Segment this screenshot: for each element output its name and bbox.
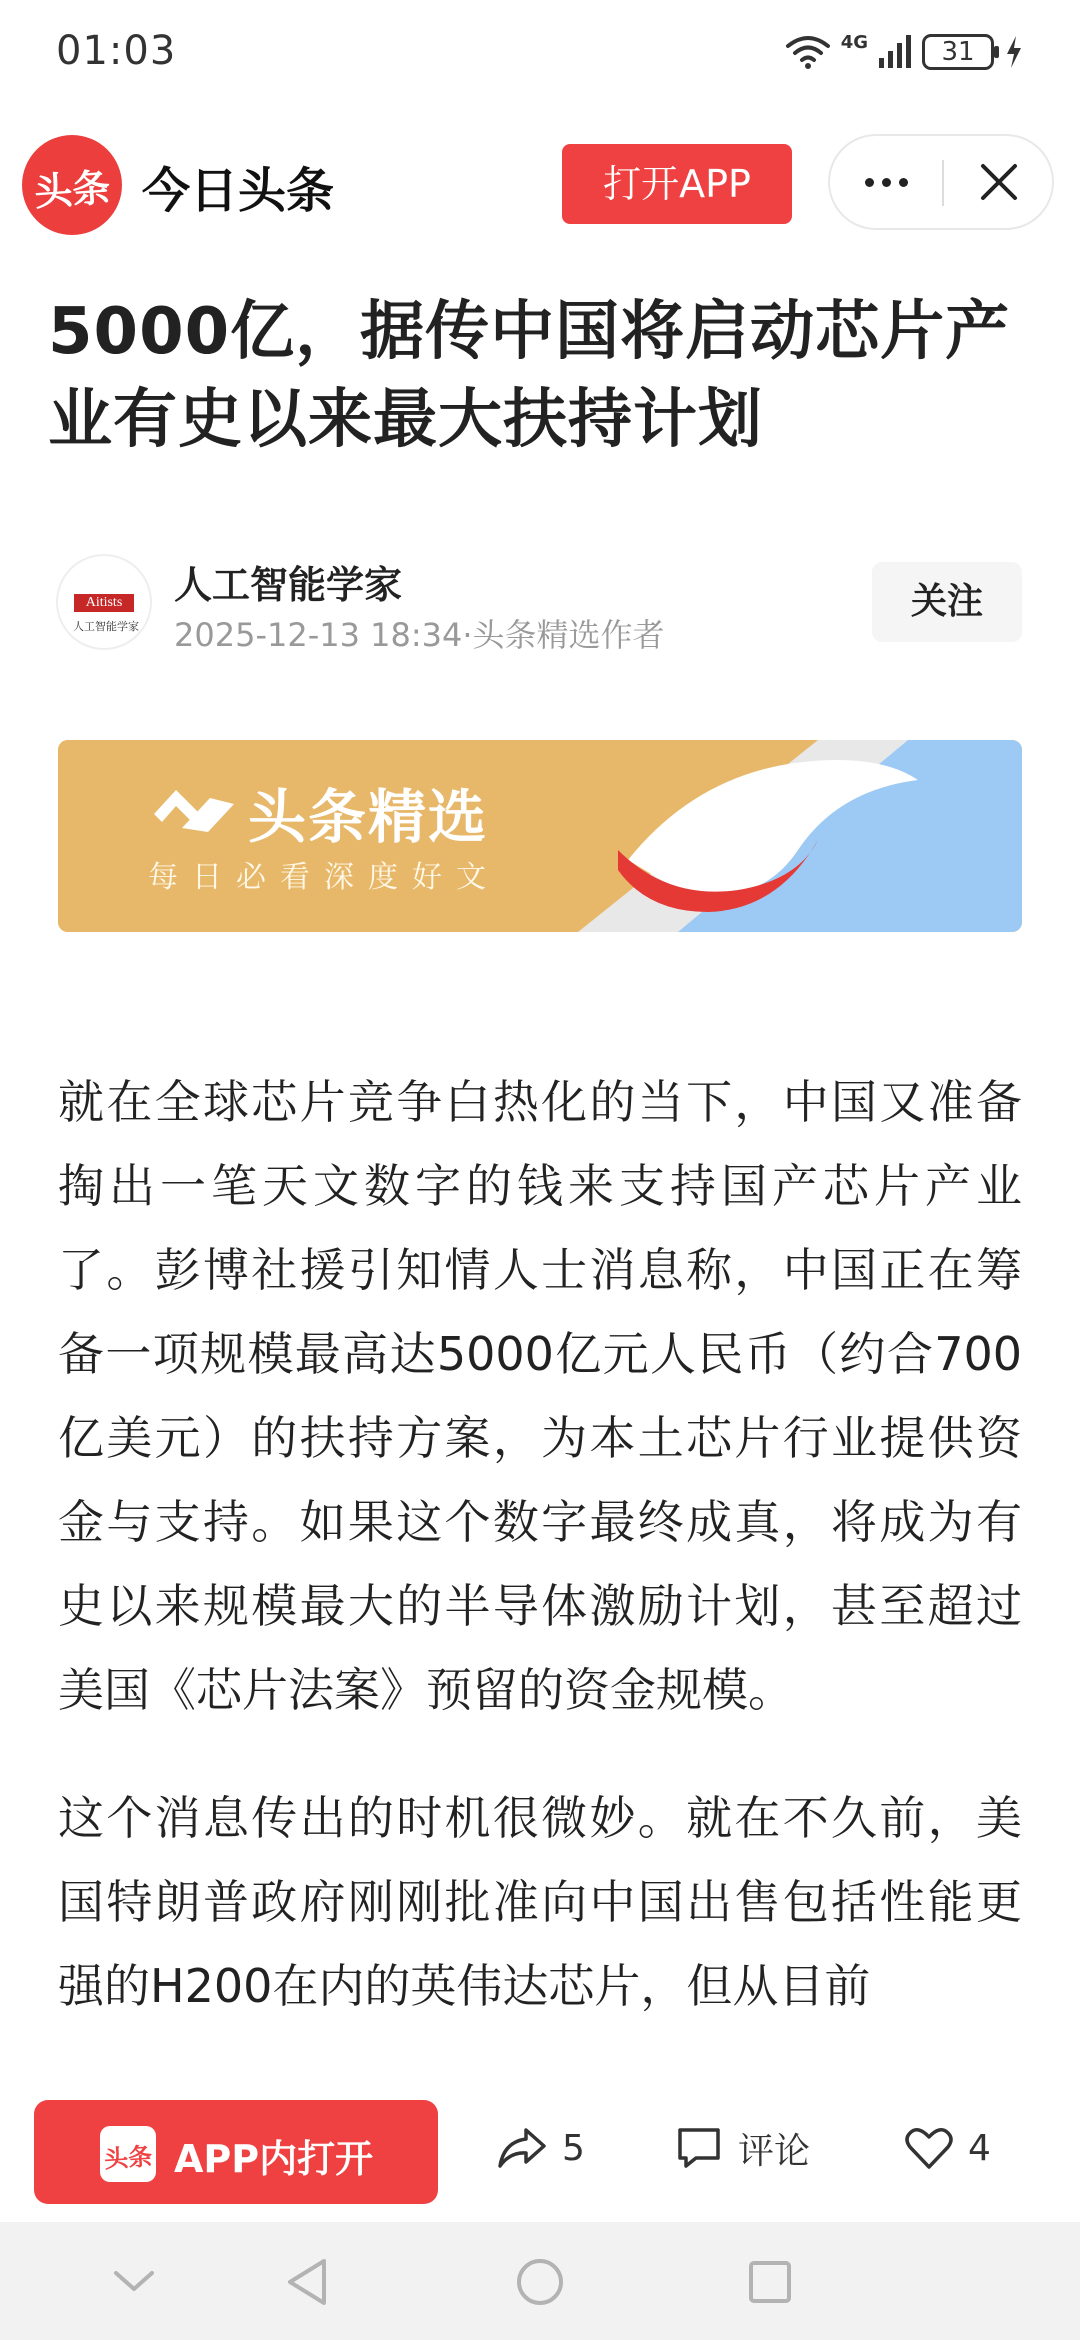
comment-label: 评论 [738, 2130, 811, 2172]
comment-button[interactable] [674, 2118, 810, 2178]
app-header [0, 120, 1080, 250]
close-button[interactable] [944, 136, 1054, 228]
article-body [58, 1060, 1022, 2088]
status-icons [785, 30, 1024, 74]
small-logo-text: 头条 [103, 2142, 154, 2174]
battery-level: 31 [941, 37, 975, 67]
like-button[interactable] [904, 2118, 991, 2178]
open-in-app-label: APP内打开 [174, 2137, 374, 2181]
back-triangle-icon [284, 2257, 332, 2307]
more-button[interactable] [830, 136, 942, 228]
signal-icon [878, 34, 912, 70]
open-app-button[interactable]: 打开APP [562, 144, 792, 224]
heart-icon [904, 2125, 954, 2171]
system-nav-bar [0, 2222, 1080, 2340]
featured-banner [58, 740, 1022, 932]
share-button[interactable] [496, 2118, 585, 2178]
author-meta: 2025-12-13 18:34·头条精选作者 [174, 616, 665, 654]
battery-icon [922, 34, 994, 70]
chevron-down-icon [112, 2267, 156, 2297]
like-count: 4 [968, 2127, 991, 2169]
open-in-app-button[interactable] [34, 2100, 438, 2204]
status-bar [0, 0, 1080, 110]
home-circle-icon [514, 2256, 566, 2308]
follow-button[interactable]: 关注 [872, 562, 1022, 642]
avatar-subtext: 人工智能学家 [73, 620, 139, 633]
banner-logo-icon [148, 774, 240, 844]
author-avatar[interactable] [56, 554, 152, 650]
banner-subtitle: 每日必看深度好文 [148, 860, 500, 895]
more-icon [865, 178, 908, 187]
share-count: 5 [562, 2127, 585, 2169]
recents-square-icon [746, 2258, 794, 2306]
article-paragraph: 就在全球芯片竞争白热化的当下，中国又准备掏出一笔天文数字的钱来支持国产芯片产业了。彭博社援引知情人士消息称，中国正在筹备一项规模最高达5000亿元人民币（约合700亿美元）的扶持方案，为本土芯片行业提供资金与支持。如果这个数字最终成真，将成为有史以来规模最大的半导体激励计划，甚至超过美国《芯片法案》预留的资金规模。 [58, 1075, 1022, 1717]
mini-program-capsule [828, 134, 1054, 230]
close-icon [979, 162, 1019, 202]
charging-icon [1004, 34, 1024, 70]
author-row [0, 550, 1080, 660]
logo-text: 头条 [32, 165, 112, 215]
share-icon [496, 2124, 548, 2172]
nav-back-button[interactable] [278, 2252, 338, 2312]
banner-title: 头条精选 [248, 783, 489, 851]
toutiao-small-logo-icon [100, 2126, 156, 2182]
nav-collapse-button[interactable] [104, 2252, 164, 2312]
nav-home-button[interactable] [510, 2252, 570, 2312]
app-name: 今日头条 [142, 163, 335, 219]
network-type-label: 4G [840, 31, 868, 53]
article-paragraph: 这个消息传出的时机很微妙。就在不久前，美国特朗普政府刚刚批准向中国出售包括性能更强的H200在内的英伟达芯片，但从目前 [58, 1791, 1022, 2013]
status-time: 01:03 [56, 28, 177, 74]
nav-recents-button[interactable] [740, 2252, 800, 2312]
bottom-action-bar [0, 2088, 1080, 2222]
wifi-icon [785, 34, 831, 70]
author-name[interactable]: 人工智能学家 [174, 563, 403, 607]
article-title: 5000亿，据传中国将启动芯片产业有史以来最大扶持计划 [48, 295, 1011, 457]
toutiao-logo[interactable] [22, 135, 122, 235]
avatar-badge: Aitists [74, 594, 134, 612]
comment-icon [674, 2124, 724, 2172]
